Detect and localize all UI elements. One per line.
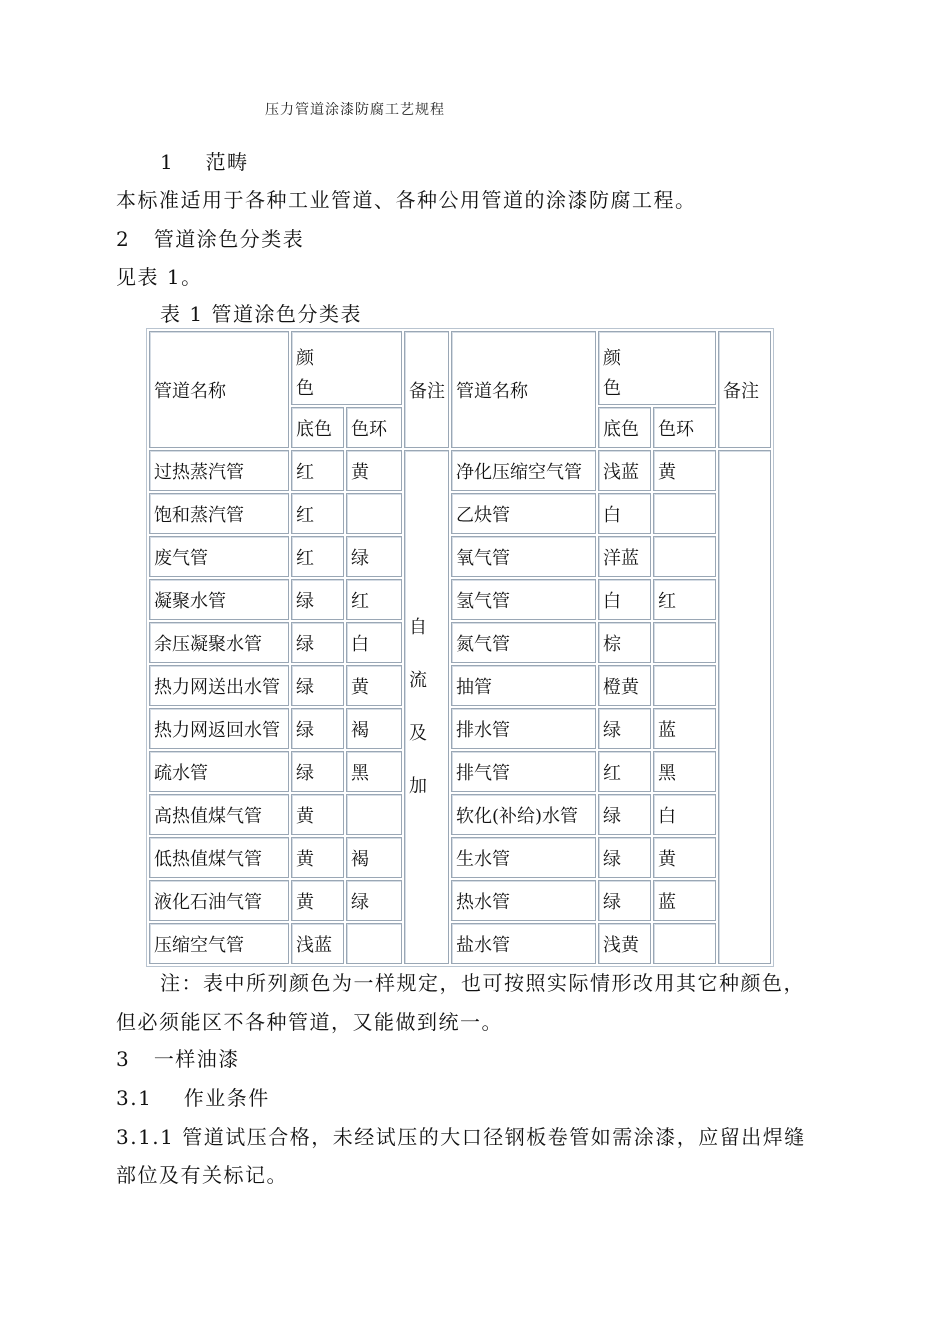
cell-ring-color-right: 黄 xyxy=(653,450,716,491)
cell-ring-color-right: 红 xyxy=(653,579,716,620)
header-color-char-2: 色 xyxy=(296,378,314,399)
cell-pipe-name-right: 抽管 xyxy=(451,665,596,706)
cell-ring-color-left: 绿 xyxy=(346,880,402,921)
cell-base-color-right: 绿 xyxy=(598,837,651,878)
cell-base-color-right: 橙黄 xyxy=(598,665,651,706)
note-char: 自 xyxy=(409,617,427,638)
table-row xyxy=(149,536,771,577)
cell-base-color-right: 洋蓝 xyxy=(598,536,651,577)
cell-base-color-left: 黄 xyxy=(291,794,344,835)
header-color-char-1: 颜 xyxy=(296,348,314,369)
table-row xyxy=(149,493,771,534)
cell-ring-color-right xyxy=(653,665,716,706)
cell-base-color-right: 浅黄 xyxy=(598,923,651,964)
cell-pipe-name-left: 饱和蒸汽管 xyxy=(149,493,289,534)
cell-base-color-right: 浅蓝 xyxy=(598,450,651,491)
cell-pipe-name-right: 软化(补给)水管 xyxy=(451,794,596,835)
cell-base-color-left: 绿 xyxy=(291,622,344,663)
header-base-color-right: 底色 xyxy=(598,407,651,448)
cell-pipe-name-left: 液化石油气管 xyxy=(149,880,289,921)
cell-pipe-name-right: 生水管 xyxy=(451,837,596,878)
cell-base-color-left: 红 xyxy=(291,450,344,491)
cell-ring-color-right: 黄 xyxy=(653,837,716,878)
section-2-heading xyxy=(116,223,304,252)
cell-pipe-name-left: 高热值煤气管 xyxy=(149,794,289,835)
cell-ring-color-right: 蓝 xyxy=(653,880,716,921)
header-color-char-2: 色 xyxy=(603,378,621,399)
section-1-title: 范畴 xyxy=(205,150,249,174)
section-2-title: 管道涂色分类表 xyxy=(153,227,305,251)
note-char: 流 xyxy=(409,670,427,691)
cell-ring-color-left: 白 xyxy=(346,622,402,663)
section-3-1-heading xyxy=(116,1082,270,1111)
cell-base-color-left: 绿 xyxy=(291,751,344,792)
section-1-heading xyxy=(160,146,249,175)
table-row xyxy=(149,665,771,706)
cell-ring-color-left: 黄 xyxy=(346,450,402,491)
header-note-right: 备注 xyxy=(718,331,771,448)
cell-ring-color-left: 绿 xyxy=(346,536,402,577)
cell-ring-color-right: 白 xyxy=(653,794,716,835)
header-color-char-1: 颜 xyxy=(603,348,621,369)
cell-ring-color-left xyxy=(346,923,402,964)
header-pipe-name-left: 管道名称 xyxy=(149,331,289,448)
cell-pipe-name-left: 热力网送出水管 xyxy=(149,665,289,706)
document-header: 压力管道涂漆防腐工艺规程 xyxy=(265,102,445,118)
section-3-heading xyxy=(116,1043,240,1072)
header-note-left: 备注 xyxy=(404,331,449,448)
note-char: 及 xyxy=(409,723,427,744)
cell-pipe-name-right: 排水管 xyxy=(451,708,596,749)
cell-pipe-name-right: 排气管 xyxy=(451,751,596,792)
cell-base-color-left: 黄 xyxy=(291,837,344,878)
cell-note-right xyxy=(718,450,771,964)
table-row xyxy=(149,450,771,491)
cell-base-color-left: 绿 xyxy=(291,665,344,706)
section-3-1-number: 3.1 xyxy=(116,1086,153,1110)
cell-pipe-name-left: 凝聚水管 xyxy=(149,579,289,620)
cell-ring-color-left xyxy=(346,493,402,534)
cell-note-left xyxy=(404,450,449,964)
cell-pipe-name-right: 氮气管 xyxy=(451,622,596,663)
cell-ring-color-left: 黄 xyxy=(346,665,402,706)
section-3-1-1-line-1: 3.1.1 管道试压合格，未经试压的大口径钢板卷管如需涂漆，应留出焊缝 xyxy=(116,1125,806,1149)
section-3-title: 一样油漆 xyxy=(153,1047,240,1071)
cell-pipe-name-left: 低热值煤气管 xyxy=(149,837,289,878)
cell-ring-color-left: 红 xyxy=(346,579,402,620)
cell-base-color-right: 红 xyxy=(598,751,651,792)
cell-pipe-name-right: 热水管 xyxy=(451,880,596,921)
header-base-color-left: 底色 xyxy=(291,407,344,448)
header-ring-color-left: 色环 xyxy=(346,407,402,448)
header-pipe-name-right: 管道名称 xyxy=(451,331,596,448)
cell-ring-color-right: 黑 xyxy=(653,751,716,792)
cell-base-color-right: 绿 xyxy=(598,794,651,835)
cell-pipe-name-left: 余压凝聚水管 xyxy=(149,622,289,663)
table-row xyxy=(149,837,771,878)
cell-pipe-name-right: 乙炔管 xyxy=(451,493,596,534)
cell-pipe-name-right: 氢气管 xyxy=(451,579,596,620)
note-line-1: 注：表中所列颜色为一样规定，也可按照实际情形改用其它种颜色， xyxy=(160,971,805,995)
table-row xyxy=(149,622,771,663)
table-row xyxy=(149,880,771,921)
header-color-left xyxy=(291,331,402,405)
cell-pipe-name-left: 疏水管 xyxy=(149,751,289,792)
section-3-1-title: 作业条件 xyxy=(183,1086,270,1110)
cell-ring-color-right xyxy=(653,923,716,964)
table-row xyxy=(149,794,771,835)
pipe-color-table xyxy=(146,328,774,967)
cell-base-color-right: 绿 xyxy=(598,708,651,749)
cell-base-color-right: 白 xyxy=(598,493,651,534)
cell-base-color-left: 绿 xyxy=(291,579,344,620)
cell-ring-color-left: 黑 xyxy=(346,751,402,792)
cell-base-color-left: 红 xyxy=(291,536,344,577)
table-row xyxy=(149,579,771,620)
section-1-number: 1 xyxy=(160,150,175,174)
cell-ring-color-right xyxy=(653,493,716,534)
table-caption: 表 1 管道涂色分类表 xyxy=(160,302,362,326)
cell-ring-color-left: 褐 xyxy=(346,708,402,749)
paragraph-see-table: 见表 1。 xyxy=(116,265,203,289)
cell-ring-color-right: 蓝 xyxy=(653,708,716,749)
cell-pipe-name-left: 废气管 xyxy=(149,536,289,577)
note-char: 加 xyxy=(409,776,427,797)
section-3-number: 3 xyxy=(116,1047,131,1071)
section-2-number: 2 xyxy=(116,227,131,251)
header-ring-color-right: 色环 xyxy=(653,407,716,448)
paragraph-scope: 本标准适用于各种工业管道、各种公用管道的涂漆防腐工程。 xyxy=(116,188,697,212)
cell-base-color-left: 绿 xyxy=(291,708,344,749)
cell-base-color-left: 红 xyxy=(291,493,344,534)
cell-base-color-left: 黄 xyxy=(291,880,344,921)
cell-base-color-left: 浅蓝 xyxy=(291,923,344,964)
cell-ring-color-right xyxy=(653,622,716,663)
cell-ring-color-right xyxy=(653,536,716,577)
table-row xyxy=(149,923,771,964)
note-line-2: 但必须能区不各种管道，又能做到统一。 xyxy=(116,1010,503,1034)
cell-ring-color-left xyxy=(346,794,402,835)
table-row xyxy=(149,708,771,749)
cell-base-color-right: 绿 xyxy=(598,880,651,921)
cell-base-color-right: 棕 xyxy=(598,622,651,663)
cell-ring-color-left: 褐 xyxy=(346,837,402,878)
cell-base-color-right: 白 xyxy=(598,579,651,620)
cell-pipe-name-left: 热力网返回水管 xyxy=(149,708,289,749)
cell-pipe-name-left: 过热蒸汽管 xyxy=(149,450,289,491)
cell-pipe-name-right: 净化压缩空气管 xyxy=(451,450,596,491)
cell-pipe-name-right: 氧气管 xyxy=(451,536,596,577)
cell-pipe-name-left: 压缩空气管 xyxy=(149,923,289,964)
header-color-right xyxy=(598,331,716,405)
table-row xyxy=(149,751,771,792)
cell-pipe-name-right: 盐水管 xyxy=(451,923,596,964)
section-3-1-1-line-2: 部位及有关标记。 xyxy=(116,1163,288,1187)
